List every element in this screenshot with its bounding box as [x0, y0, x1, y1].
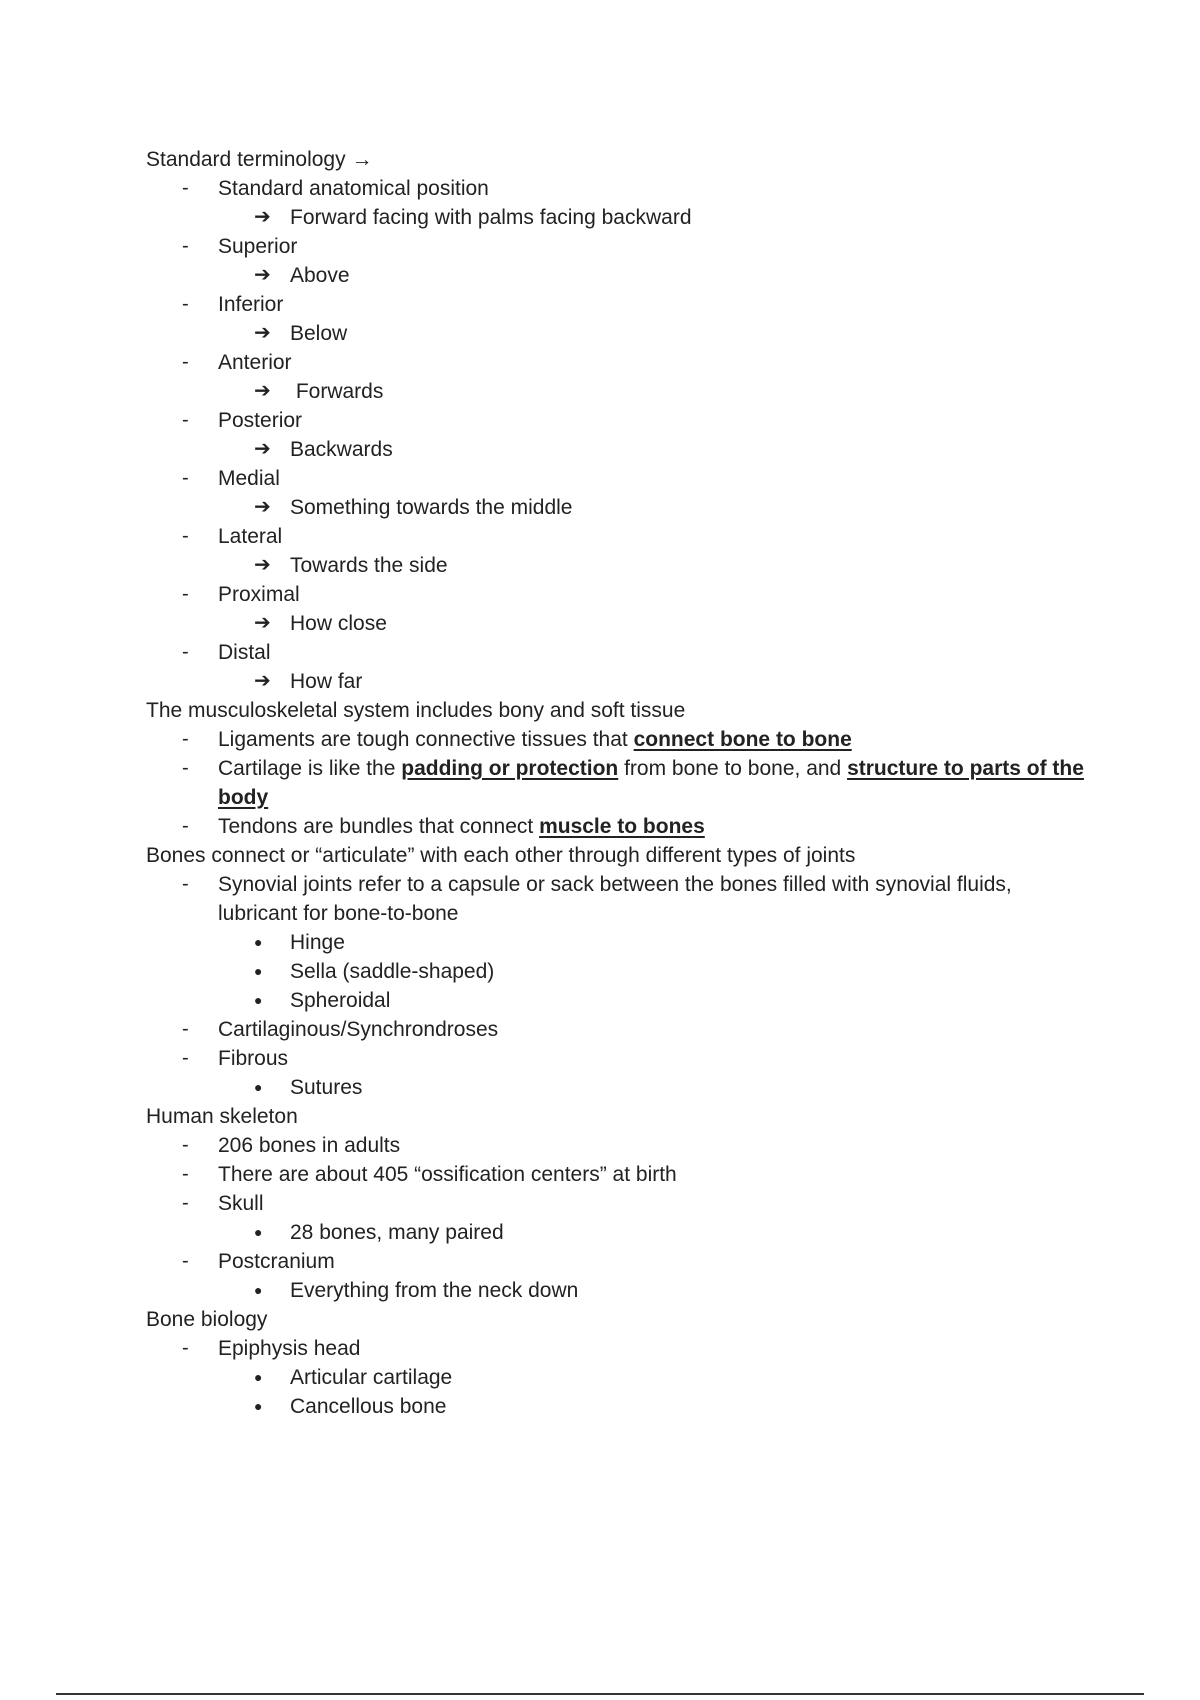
- sub-item-label: Articular cartilage: [290, 1366, 453, 1389]
- dash-marker: -: [182, 1192, 189, 1214]
- list-item-text: Cartilage is like the: [218, 757, 402, 780]
- list-item: [146, 464, 1086, 493]
- list-item: [146, 812, 1086, 841]
- bullet-icon: ●: [254, 1079, 263, 1095]
- list-item: [146, 232, 1086, 261]
- list-item-label: Cartilaginous/Synchrondroses: [218, 1018, 499, 1041]
- sub-list-item: [146, 203, 1086, 232]
- section-heading: Bone biology: [146, 1308, 268, 1331]
- list-item: [146, 754, 1086, 812]
- sub-item-label: Above: [290, 264, 350, 287]
- sub-list-item: [146, 377, 1086, 406]
- bullet-icon: ●: [254, 1282, 263, 1298]
- list-item-label: Anterior: [218, 351, 292, 374]
- sub-item-label: Towards the side: [290, 554, 448, 577]
- list-item: [146, 1015, 1086, 1044]
- sub-item-label: Hinge: [290, 931, 345, 954]
- list-item: [146, 1334, 1086, 1363]
- emphasis-text: structure to parts of the body: [218, 757, 1084, 809]
- sub-item-label: 28 bones, many paired: [290, 1221, 504, 1244]
- dash-marker: -: [182, 1163, 189, 1185]
- sub-item-label: Forwards: [290, 380, 384, 403]
- dash-marker: -: [182, 409, 189, 431]
- list-item-label: Fibrous: [218, 1047, 289, 1070]
- arrow-icon: ➔: [254, 496, 271, 518]
- sub-list-item: [146, 928, 1086, 957]
- sub-list-item: [146, 1276, 1086, 1305]
- emphasis-text: muscle to bones: [539, 815, 705, 838]
- list-item-label: Synovial joints refer to a capsule or sack between the bones filled with synovial fluids, lubricant for bone-to-bone: [218, 873, 1012, 925]
- sub-list-item: [146, 1363, 1086, 1392]
- list-item: [146, 1044, 1086, 1073]
- list-item-label: Proximal: [218, 583, 300, 606]
- dash-marker: -: [182, 351, 189, 373]
- section-heading: Bones connect or “articulate” with each other through different types of joints: [146, 844, 856, 867]
- list-item: [146, 725, 1086, 754]
- arrow-icon: ➔: [254, 322, 271, 344]
- bullet-icon: ●: [254, 992, 263, 1008]
- list-item-label: Posterior: [218, 409, 303, 432]
- list-item: [146, 580, 1086, 609]
- arrow-icon: ➔: [254, 264, 271, 286]
- bullet-icon: ●: [254, 1398, 263, 1414]
- sub-list-item: [146, 319, 1086, 348]
- sub-item-label: Everything from the neck down: [290, 1279, 579, 1302]
- arrow-icon: ➔: [254, 206, 271, 228]
- emphasis-text: connect bone to bone: [633, 728, 852, 751]
- bullet-icon: ●: [254, 1369, 263, 1385]
- sub-item-label: How far: [290, 670, 363, 693]
- sub-item-label: Backwards: [290, 438, 393, 461]
- dash-marker: -: [182, 641, 189, 663]
- sub-item-label: Below: [290, 322, 348, 345]
- bullet-icon: ●: [254, 1224, 263, 1240]
- bullet-icon: ●: [254, 963, 263, 979]
- list-item-text: Tendons are bundles that connect: [218, 815, 540, 838]
- sub-list-item: [146, 1392, 1086, 1421]
- dash-marker: -: [182, 815, 189, 837]
- bullet-icon: ●: [254, 934, 263, 950]
- sub-item-label: Spheroidal: [290, 989, 391, 1012]
- list-item-label: There are about 405 “ossification centers” at birth: [218, 1163, 677, 1186]
- sub-list-item: [146, 1073, 1086, 1102]
- arrow-icon: ➔: [254, 554, 271, 576]
- list-item-label: Superior: [218, 235, 298, 258]
- list-item-label: Epiphysis head: [218, 1337, 361, 1360]
- dash-marker: -: [182, 293, 189, 315]
- sub-list-item: [146, 493, 1086, 522]
- emphasis-text: padding or protection: [401, 757, 619, 780]
- list-item: [146, 1247, 1086, 1276]
- list-item-label: Distal: [218, 641, 271, 664]
- list-item: [146, 522, 1086, 551]
- list-item-label: 206 bones in adults: [218, 1134, 401, 1157]
- section-heading: Human skeleton: [146, 1105, 298, 1128]
- arrow-icon: ➔: [254, 670, 271, 692]
- list-item-label: Standard anatomical position: [218, 177, 489, 200]
- list-item: [146, 638, 1086, 667]
- list-item-label: Inferior: [218, 293, 284, 316]
- list-item-label: Lateral: [218, 525, 283, 548]
- sub-list-item: [146, 1218, 1086, 1247]
- dash-marker: -: [182, 1337, 189, 1359]
- sub-list-item: [146, 957, 1086, 986]
- footer-divider: [56, 1693, 1144, 1695]
- dash-marker: -: [182, 728, 189, 750]
- list-item-text: from bone to bone, and: [618, 757, 848, 780]
- sub-item-label: How close: [290, 612, 387, 635]
- list-item: [146, 870, 1086, 928]
- sub-list-item: [146, 986, 1086, 1015]
- dash-marker: -: [182, 757, 189, 779]
- sub-list-item: [146, 667, 1086, 696]
- dash-marker: -: [182, 467, 189, 489]
- list-item: [146, 406, 1086, 435]
- list-item: [146, 1189, 1086, 1218]
- sub-item-label: Forward facing with palms facing backward: [290, 206, 692, 229]
- sub-list-item: [146, 261, 1086, 290]
- sub-item-label: Sutures: [290, 1076, 363, 1099]
- list-item-label: Postcranium: [218, 1250, 335, 1273]
- list-item: [146, 348, 1086, 377]
- list-item: [146, 1131, 1086, 1160]
- document-page: [146, 145, 1086, 1421]
- sub-list-item: [146, 609, 1086, 638]
- list-item: [146, 1160, 1086, 1189]
- section-heading: Standard terminology →: [146, 148, 373, 171]
- arrow-icon: ➔: [254, 380, 271, 402]
- sub-item-label: Sella (saddle-shaped): [290, 960, 495, 983]
- dash-marker: -: [182, 1018, 189, 1040]
- list-item-label: Skull: [218, 1192, 264, 1215]
- list-item: [146, 290, 1086, 319]
- sub-item-label: Something towards the middle: [290, 496, 573, 519]
- dash-marker: -: [182, 177, 189, 199]
- sub-list-item: [146, 551, 1086, 580]
- section-heading: The musculoskeletal system includes bony and soft tissue: [146, 699, 686, 722]
- dash-marker: -: [182, 525, 189, 547]
- list-item-label: Medial: [218, 467, 280, 490]
- dash-marker: -: [182, 1250, 189, 1272]
- list-item: [146, 174, 1086, 203]
- arrow-icon: ➔: [254, 612, 271, 634]
- dash-marker: -: [182, 235, 189, 257]
- dash-marker: -: [182, 1134, 189, 1156]
- sub-list-item: [146, 435, 1086, 464]
- list-item-text: Ligaments are tough connective tissues that: [218, 728, 634, 751]
- arrow-icon: ➔: [254, 438, 271, 460]
- dash-marker: -: [182, 1047, 189, 1069]
- dash-marker: -: [182, 873, 189, 895]
- sub-item-label: Cancellous bone: [290, 1395, 447, 1418]
- dash-marker: -: [182, 583, 189, 605]
